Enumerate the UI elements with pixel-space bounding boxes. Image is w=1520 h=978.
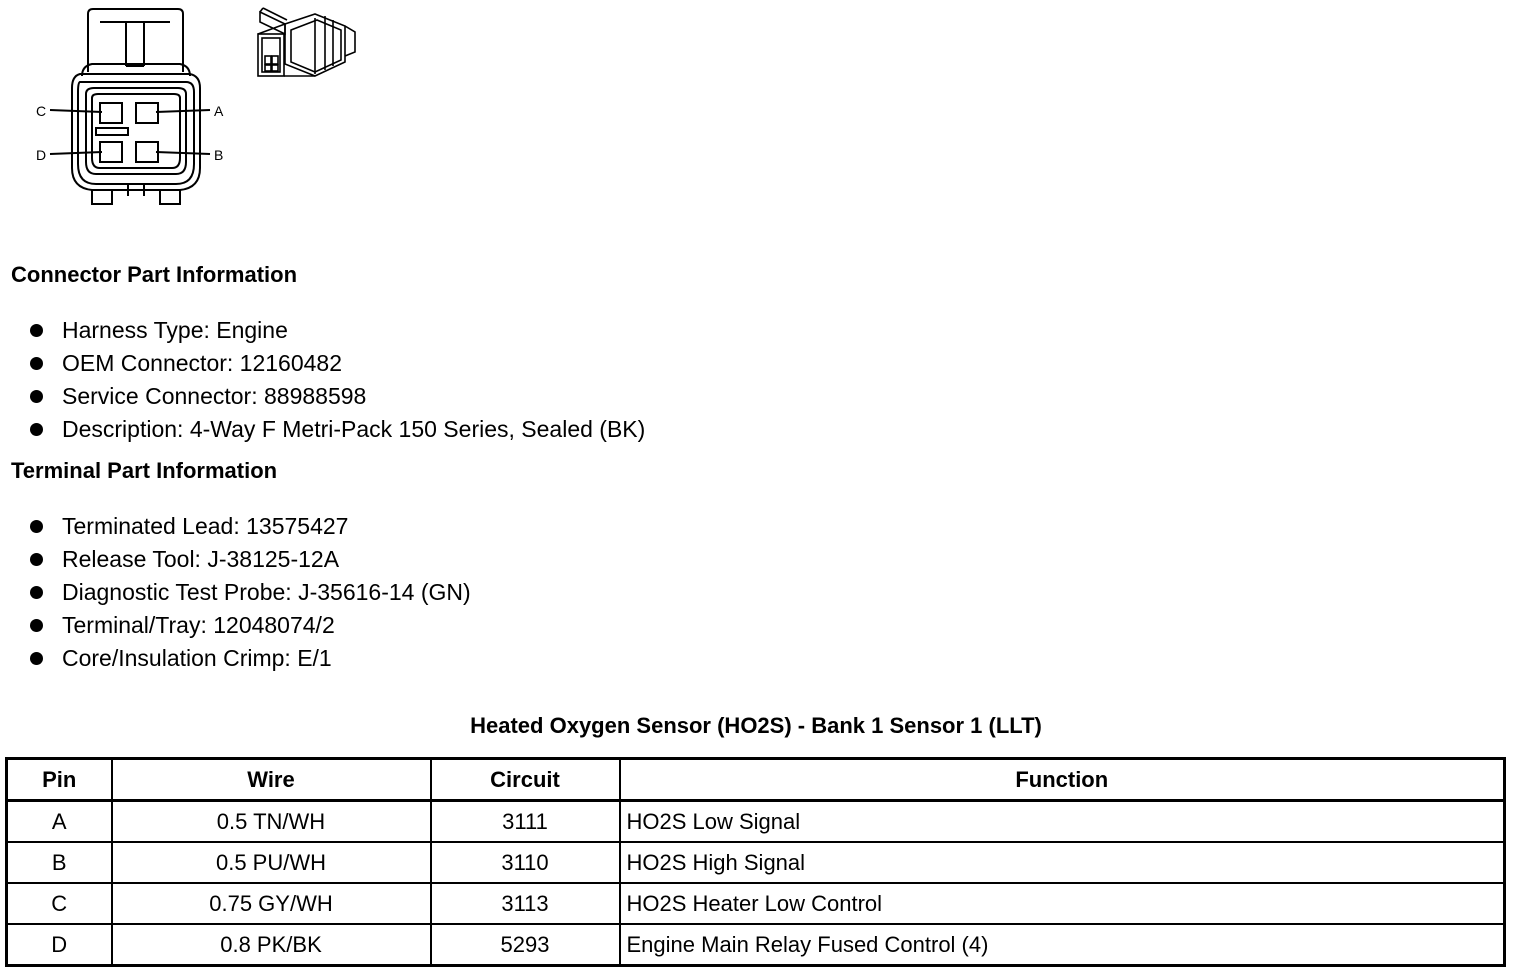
function-cell: HO2S Heater Low Control (620, 883, 1505, 924)
bullet-icon (30, 357, 43, 370)
bullet-icon (30, 619, 43, 632)
connector-face-diagram (30, 4, 240, 209)
column-header-function: Function (620, 759, 1505, 801)
list-item: Core/Insulation Crimp: E/1 (28, 642, 471, 675)
pin-label-a: A (214, 103, 224, 119)
bullet-icon (30, 586, 43, 599)
bullet-icon (30, 324, 43, 337)
pin-label-b: B (214, 147, 224, 163)
bullet-icon (30, 652, 43, 665)
circuit-cell: 3111 (431, 801, 620, 843)
table-header-row (7, 759, 1505, 801)
wire-cell: 0.8 PK/BK (112, 924, 431, 966)
wire-cell: 0.5 PU/WH (112, 842, 431, 883)
connector-info-list (28, 314, 645, 446)
pin-cell: A (7, 801, 112, 843)
pin-cell: B (7, 842, 112, 883)
table-row (7, 842, 1505, 883)
table-row (7, 924, 1505, 966)
connector-isometric-diagram (255, 4, 360, 84)
pin-label-d: D (36, 147, 47, 163)
wire-cell: 0.5 TN/WH (112, 801, 431, 843)
function-cell: HO2S Low Signal (620, 801, 1505, 843)
column-header-wire: Wire (112, 759, 431, 801)
bullet-icon (30, 520, 43, 533)
list-item: Release Tool: J-38125-12A (28, 543, 471, 576)
circuit-cell: 3110 (431, 842, 620, 883)
pin-cell: D (7, 924, 112, 966)
list-item: Diagnostic Test Probe: J-35616-14 (GN) (28, 576, 471, 609)
list-item: Service Connector: 88988598 (28, 380, 645, 413)
list-item: Description: 4-Way F Metri-Pack 150 Series, Sealed (BK) (28, 413, 645, 446)
pin-table-title: Heated Oxygen Sensor (HO2S) - Bank 1 Sensor 1 (LLT) (470, 713, 1042, 738)
column-header-pin: Pin (7, 759, 112, 801)
pin-cell: C (7, 883, 112, 924)
connector-info-heading: Connector Part Information (11, 262, 298, 287)
list-item: Terminal/Tray: 12048074/2 (28, 609, 471, 642)
list-item: Terminated Lead: 13575427 (28, 510, 471, 543)
table-row (7, 801, 1505, 843)
circuit-cell: 3113 (431, 883, 620, 924)
list-item: OEM Connector: 12160482 (28, 347, 645, 380)
terminal-info-list (28, 510, 471, 675)
list-item: Harness Type: Engine (28, 314, 645, 347)
function-cell: Engine Main Relay Fused Control (4) (620, 924, 1505, 966)
bullet-icon (30, 390, 43, 403)
bullet-icon (30, 553, 43, 566)
pin-label-c: C (36, 103, 47, 119)
column-header-circuit: Circuit (431, 759, 620, 801)
circuit-cell: 5293 (431, 924, 620, 966)
bullet-icon (30, 423, 43, 436)
pin-table (5, 757, 1506, 967)
table-row (7, 883, 1505, 924)
wire-cell: 0.75 GY/WH (112, 883, 431, 924)
terminal-info-heading: Terminal Part Information (11, 458, 278, 483)
function-cell: HO2S High Signal (620, 842, 1505, 883)
